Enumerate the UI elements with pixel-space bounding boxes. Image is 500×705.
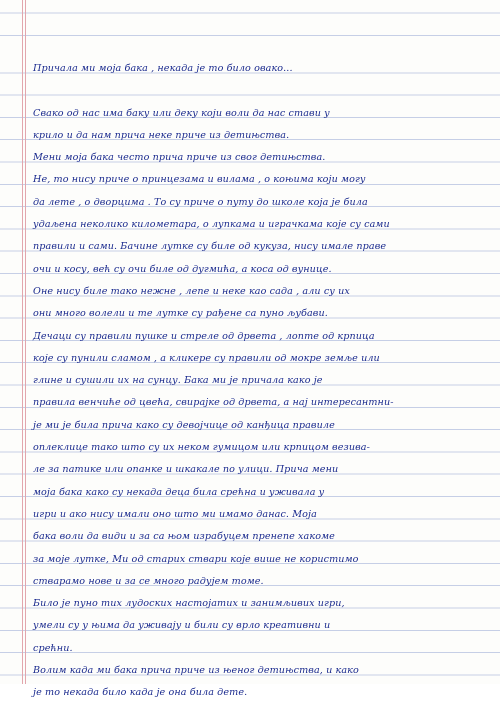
text-line: Било је пуно тих лудоских настојатих и занимљивих игри, xyxy=(33,598,345,610)
text-line: је ми је била прича како су девојчице од канђица правиле xyxy=(33,419,335,431)
text-line: за моје лутке, Ми од старих ствари које више не користимо xyxy=(33,553,359,565)
text-line: бака воли да види и за са њом израбуцем пренепе хакоме xyxy=(33,531,335,543)
text-line: моја бака како су некада деца била срећна и уживала у xyxy=(33,486,325,498)
document-title: Причала ми моја бака , некада је то било овако... xyxy=(33,63,293,74)
text-line: оплеклице тако што су их неком гумицом или крпицом везива- xyxy=(33,442,370,454)
text-line: умели су у њима да уживају и били су врло креативни и xyxy=(33,620,331,632)
text-line: Мени моја бака често прича приче из свог детињства. xyxy=(33,152,326,164)
text-line: удаљена неколико километара, о лупкама и играчкама које су сами xyxy=(33,219,390,231)
text-line: Волим када ми бака прича приче из њеног детињства, и како xyxy=(33,665,359,677)
handwritten-text xyxy=(33,58,488,705)
text-line: је то некада било када је она била дете. xyxy=(33,687,248,699)
text-line: правили и сами. Бачине лутке су биле од кукуза, нису имале праве xyxy=(33,241,387,253)
text-line: Свако од нас има баку или деку који воли да нас стави у xyxy=(33,107,330,119)
text-line: срећни. xyxy=(33,642,73,654)
text-line: крило и да нам прича неке приче из детињства. xyxy=(33,129,290,141)
text-line: они много волели и те лутке су рађене са пуно љубави. xyxy=(33,308,328,320)
text-line: ле за патике или опанке и шкакале по улици. Прича мени xyxy=(33,464,339,476)
text-line: очи и косу, већ су очи биле од дугмића, а коса од вунице. xyxy=(33,263,332,275)
margin-line-left xyxy=(22,0,23,684)
text-line: да лете , о дворцима . То су приче о путу до школе која је била xyxy=(33,196,368,208)
text-line: правила венчиће од цвећа, свирајке од дрвета, а нај интересантни- xyxy=(33,397,394,409)
text-line: глине и сушили их на сунцу. Бака ми је причала како је xyxy=(33,375,323,387)
text-line: игри и ако нису имали оно што ми имамо данас. Моја xyxy=(33,508,317,520)
margin-line-right xyxy=(25,0,26,684)
text-line: Не, то нису приче о принцезама и вилама , о коњима који могу xyxy=(33,174,366,186)
text-line: Дечаци су правили пушке и стреле од дрвета , лопте од крпица xyxy=(33,330,375,342)
text-line: које су пунили сламом , а кликере су правили од мокре земље или xyxy=(33,352,380,364)
text-line: стварамо нове и за се много радујем томе. xyxy=(33,575,264,587)
text-line: Оне нису биле тако нежне , лепе и неке као сада , али су их xyxy=(33,285,350,297)
